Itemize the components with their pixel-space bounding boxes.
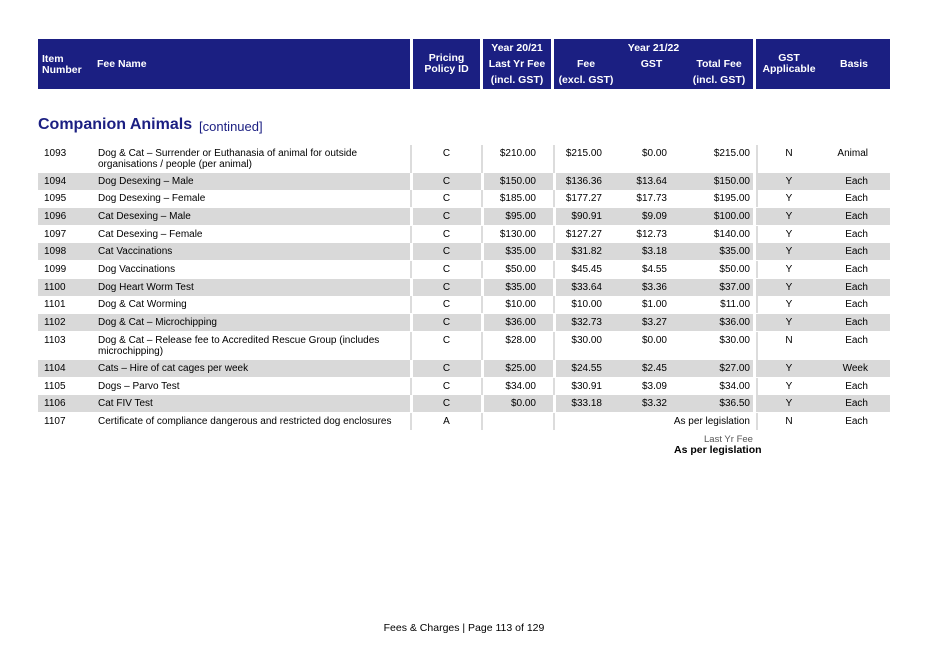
table-row — [38, 190, 890, 207]
fee-cell: $127.27 — [565, 229, 602, 240]
pricing-policy-cell: C — [442, 363, 451, 374]
fee-name-cell: Cats – Hire of cat cages per week — [98, 363, 249, 374]
header-pricing-line1: Pricing — [428, 52, 465, 64]
basis-cell: Each — [845, 229, 868, 240]
fee-name-cell: Cat Desexing – Male — [98, 211, 191, 222]
last-yr-fee-cell: $0.00 — [510, 398, 536, 409]
basis-cell: Week — [842, 363, 868, 374]
column-separator — [410, 145, 412, 173]
column-separator — [410, 413, 412, 430]
last-yr-fee-cell: $34.00 — [505, 381, 536, 392]
fee-cell: $30.00 — [571, 335, 602, 346]
total-fee-cell: $100.00 — [713, 211, 750, 222]
gst-cell: $4.55 — [641, 264, 667, 275]
fee-name-cell: Certificate of compliance dangerous and restricted dog enclosures — [98, 416, 392, 427]
gst-cell: $1.00 — [641, 299, 667, 310]
column-separator — [410, 226, 412, 243]
last-yr-fee-cell: $130.00 — [499, 229, 536, 240]
gst-cell: $3.09 — [641, 381, 667, 392]
basis-cell: Each — [845, 193, 868, 204]
header-basis: Basis — [839, 58, 869, 70]
column-separator — [481, 413, 483, 430]
last-yr-fee-cell: $185.00 — [499, 193, 536, 204]
fee-name-cell: Dog & Cat – Microchipping — [98, 317, 217, 328]
total-fee-cell: $37.00 — [719, 282, 750, 293]
last-yr-fee-cell: $35.00 — [505, 282, 536, 293]
header-year-curr — [554, 39, 753, 89]
last-yr-fee-cell: $50.00 — [505, 264, 536, 275]
item-number-cell: 1103 — [44, 335, 66, 346]
last-yr-fee-note-label: Last Yr Fee — [704, 434, 753, 445]
total-fee-cell: $36.00 — [719, 317, 750, 328]
fee-cell: $10.00 — [571, 299, 602, 310]
fee-name-cell: Dog & Cat – Surrender or Euthanasia of animal for outside — [98, 148, 358, 159]
header-item-fee-block — [38, 39, 410, 89]
header-gst-applicable-line1: GST — [778, 52, 800, 64]
header-gst-applicable-line2: Applicable — [762, 63, 816, 75]
pricing-policy-cell: C — [442, 299, 451, 310]
header-pricing-policy — [413, 39, 480, 89]
gst-applicable-cell: Y — [785, 264, 793, 275]
pricing-policy-cell: C — [442, 282, 451, 293]
last-yr-fee-note-value: As per legislation — [674, 444, 762, 456]
pricing-policy-cell: C — [442, 176, 451, 187]
total-fee-cell: $140.00 — [713, 229, 750, 240]
gst-applicable-cell: Y — [785, 229, 793, 240]
gst-applicable-cell: Y — [785, 363, 793, 374]
table-row — [38, 314, 890, 331]
gst-applicable-cell: Y — [785, 193, 793, 204]
basis-cell: Each — [845, 398, 868, 409]
basis-cell: Each — [845, 317, 868, 328]
basis-cell: Each — [845, 246, 868, 257]
column-separator — [410, 296, 412, 313]
item-number-cell: 1102 — [44, 317, 66, 328]
basis-cell: Each — [845, 416, 868, 427]
total-fee-cell: $11.00 — [720, 299, 750, 310]
pricing-policy-cell: C — [442, 193, 451, 204]
basis-cell: Each — [845, 282, 868, 293]
pricing-policy-cell: C — [442, 335, 451, 346]
total-fee-cell: As per legislation — [673, 416, 750, 427]
item-number-cell: 1096 — [44, 211, 67, 222]
total-fee-cell: $36.50 — [719, 398, 750, 409]
fee-cell: $31.82 — [571, 246, 602, 257]
gst-applicable-cell: Y — [785, 299, 793, 310]
fee-cell: $45.45 — [571, 264, 602, 275]
fee-name-cell: Cat Desexing – Female — [98, 229, 203, 240]
section-continued: [continued] — [199, 119, 263, 134]
fee-name-cell: Dog Desexing – Female — [98, 193, 206, 204]
fee-name-cell: Dog & Cat Worming — [98, 299, 187, 310]
basis-cell: Each — [845, 176, 868, 187]
item-number-cell: 1093 — [44, 148, 67, 159]
fee-cell: $24.55 — [571, 363, 602, 374]
basis-cell: Each — [845, 264, 868, 275]
gst-applicable-cell: Y — [785, 282, 793, 293]
fee-cell: $136.36 — [565, 176, 602, 187]
last-yr-fee-cell: $10.00 — [505, 299, 536, 310]
item-number-cell: 1106 — [44, 398, 66, 409]
item-number-cell: 1107 — [44, 416, 66, 427]
table-row — [38, 145, 890, 173]
item-number-cell: 1100 — [44, 282, 66, 293]
item-number-cell: 1099 — [44, 264, 67, 275]
fee-name-cell: Cat Vaccinations — [98, 246, 173, 257]
table-row — [38, 296, 890, 313]
gst-cell: $2.45 — [641, 363, 667, 374]
last-yr-fee-cell: $25.00 — [505, 363, 536, 374]
basis-cell: Each — [845, 211, 868, 222]
item-number-cell: 1098 — [44, 246, 67, 257]
gst-cell: $13.64 — [636, 176, 667, 187]
table-row — [38, 173, 890, 190]
item-number-cell: 1094 — [44, 176, 67, 187]
page-footer: Fees & Charges | Page 113 of 129 — [383, 622, 545, 634]
gst-cell: $0.00 — [641, 335, 667, 346]
pricing-policy-cell: A — [443, 416, 450, 427]
column-separator — [410, 378, 412, 395]
gst-cell: $3.32 — [641, 398, 667, 409]
item-number-cell: 1105 — [44, 381, 66, 392]
pricing-policy-cell: C — [442, 229, 451, 240]
column-separator — [410, 261, 412, 278]
gst-applicable-cell: Y — [785, 211, 793, 222]
gst-applicable-cell: Y — [785, 317, 793, 328]
item-number-cell: 1101 — [44, 299, 66, 310]
fee-name-cell: Dog Heart Worm Test — [98, 282, 194, 293]
fee-cell: $90.91 — [571, 211, 602, 222]
total-fee-cell: $150.00 — [713, 176, 750, 187]
total-fee-cell: $34.00 — [719, 381, 750, 392]
table-row — [38, 332, 890, 360]
pricing-policy-cell: C — [442, 381, 451, 392]
header-gst-basis — [756, 39, 890, 89]
column-separator — [553, 413, 555, 430]
header-year-curr-label: Year 21/22 — [627, 42, 680, 54]
section-title: Companion Animals — [38, 116, 193, 133]
fee-cell: $177.27 — [565, 193, 602, 204]
fee-cell: $30.91 — [571, 381, 602, 392]
fee-cell: $33.64 — [571, 282, 602, 293]
table-row — [38, 413, 890, 430]
total-fee-cell: $35.00 — [719, 246, 750, 257]
table-row — [38, 395, 890, 412]
pricing-policy-cell: C — [442, 246, 451, 257]
fee-name-cell: Dog Desexing – Male — [98, 176, 194, 187]
last-yr-fee-cell: $210.00 — [499, 148, 536, 159]
fee-name-cell: Dog & Cat – Release fee to Accredited Rescue Group (includes — [98, 335, 380, 346]
pricing-policy-cell: C — [442, 264, 451, 275]
header-item-number-line1: Item — [42, 53, 64, 65]
gst-cell: $3.27 — [641, 317, 667, 328]
header-pricing-line2: Policy ID — [424, 63, 469, 75]
pricing-policy-cell: C — [442, 398, 451, 409]
header-fee-name: Fee Name — [97, 58, 147, 70]
total-fee-cell: $195.00 — [713, 193, 750, 204]
fee-name-cell: microchipping) — [98, 346, 164, 357]
header-total-fee: Total Fee — [696, 58, 742, 70]
total-fee-cell: $215.00 — [713, 148, 750, 159]
basis-cell: Each — [845, 335, 868, 346]
gst-cell: $17.73 — [636, 193, 667, 204]
total-fee-cell: $50.00 — [719, 264, 750, 275]
last-yr-fee-cell: $36.00 — [505, 317, 536, 328]
last-yr-fee-cell: $35.00 — [505, 246, 536, 257]
table-row — [38, 261, 890, 278]
basis-cell: Each — [845, 381, 868, 392]
gst-applicable-cell: Y — [785, 398, 793, 409]
gst-cell: $9.09 — [641, 211, 667, 222]
gst-applicable-cell: N — [785, 416, 793, 427]
header-total-incl: (incl. GST) — [692, 74, 746, 86]
header-last-yr-incl: (incl. GST) — [490, 74, 544, 86]
pricing-policy-cell: C — [442, 148, 451, 159]
gst-applicable-cell: Y — [785, 246, 793, 257]
header-item-number-line2: Number — [42, 64, 82, 76]
total-fee-cell: $30.00 — [719, 335, 750, 346]
gst-applicable-cell: Y — [785, 381, 793, 392]
last-yr-fee-cell: $150.00 — [499, 176, 536, 187]
gst-cell: $12.73 — [636, 229, 667, 240]
fee-cell: $32.73 — [571, 317, 602, 328]
gst-cell: $3.18 — [641, 246, 667, 257]
column-separator — [410, 332, 412, 360]
basis-cell: Each — [845, 299, 868, 310]
pricing-policy-cell: C — [442, 317, 451, 328]
gst-cell: $0.00 — [641, 148, 667, 159]
header-year-prev-label: Year 20/21 — [491, 42, 543, 54]
table-row — [38, 279, 890, 296]
last-yr-fee-cell: $95.00 — [505, 211, 536, 222]
fee-name-cell: Cat FIV Test — [98, 398, 153, 409]
gst-cell: $3.36 — [641, 282, 667, 293]
fee-name-cell: organisations / people (per animal) — [98, 159, 252, 170]
table-row — [38, 243, 890, 260]
header-fee: Fee — [576, 58, 596, 70]
item-number-cell: 1097 — [44, 229, 67, 240]
table-row — [38, 226, 890, 243]
gst-applicable-cell: N — [785, 335, 793, 346]
header-fee-excl: (excl. GST) — [558, 74, 614, 86]
item-number-cell: 1104 — [44, 363, 66, 374]
last-yr-fee-cell: $28.00 — [505, 335, 536, 346]
basis-cell: Animal — [837, 148, 868, 159]
item-number-cell: 1095 — [44, 193, 67, 204]
total-fee-cell: $27.00 — [719, 363, 750, 374]
fee-cell: $33.18 — [571, 398, 602, 409]
column-separator — [410, 190, 412, 207]
header-year-prev — [483, 39, 551, 89]
gst-applicable-cell: Y — [785, 176, 793, 187]
table-row — [38, 360, 890, 377]
fee-cell: $215.00 — [565, 148, 602, 159]
table-row — [38, 378, 890, 395]
header-gst: GST — [640, 58, 663, 70]
fee-name-cell: Dogs – Parvo Test — [98, 381, 180, 392]
pricing-policy-cell: C — [442, 211, 451, 222]
table-row — [38, 208, 890, 225]
header-last-yr-fee: Last Yr Fee — [488, 58, 546, 70]
fee-name-cell: Dog Vaccinations — [98, 264, 176, 275]
gst-applicable-cell: N — [785, 148, 793, 159]
